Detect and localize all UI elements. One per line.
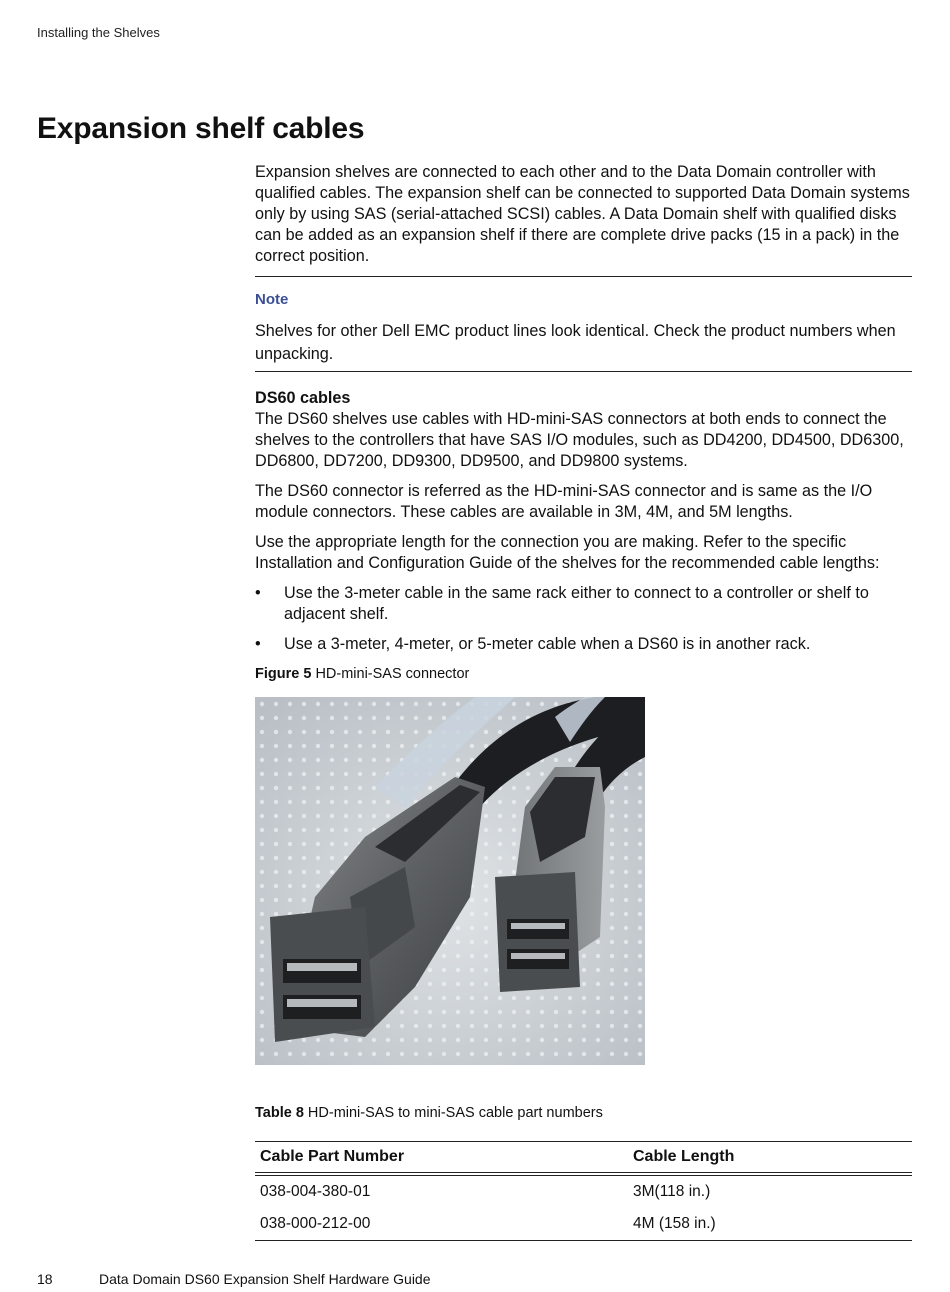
figure-caption — [255, 664, 912, 685]
table-caption — [255, 1103, 912, 1124]
cell-part-number: 038-004-380-01 — [260, 1183, 371, 1200]
column-header-cable-length: Cable Length — [628, 1142, 912, 1175]
main-content — [255, 162, 912, 1241]
list-item — [255, 583, 912, 625]
bullet-dot-icon: • — [255, 635, 261, 653]
footer-page-number: 18 — [37, 1271, 53, 1287]
table-caption-text: HD-mini-SAS to mini-SAS cable part numbers — [307, 1105, 603, 1121]
hd-mini-sas-connector-illustration — [255, 697, 645, 1065]
footer-doc-title: Data Domain DS60 Expansion Shelf Hardware Guide — [99, 1271, 431, 1287]
section-heading-ds60: DS60 cables — [255, 389, 351, 407]
ds60-paragraph-2: The DS60 connector is referred as the HD-mini-SAS connector and is same as the I/O module connectors. These cables are available in 3M, 4M, and 5M lengths. — [255, 482, 873, 521]
connector-photo — [255, 697, 645, 1065]
figure-number: Figure 5 — [255, 666, 312, 682]
cable-part-numbers-table — [255, 1141, 912, 1241]
note-label: Note — [255, 291, 289, 308]
table-row — [255, 1174, 912, 1208]
figure-caption-text: HD-mini-SAS connector — [315, 666, 470, 682]
note-box — [255, 276, 912, 372]
note-text: Shelves for other Dell EMC product lines look identical. Check the product numbers when unpacking. — [255, 322, 896, 363]
list-item-text: Use a 3-meter, 4-meter, or 5-meter cable when a DS60 is in another rack. — [284, 635, 811, 653]
cell-part-number: 038-000-212-00 — [255, 1208, 628, 1241]
intro-paragraph: Expansion shelves are connected to each other and to the Data Domain controller with qualified cables. The expansion shelf can be connected to supported Data Domain systems only by using SAS (serial-attached SCSI) cables. A Data Domain shelf with qualified disks can be added as an expansion shelf if there are complete drive packs (15 in a pack) in the correct position. — [255, 163, 910, 265]
list-item-text: Use the 3-meter cable in the same rack either to connect to a controller or shelf to adjacent shelf. — [284, 584, 869, 623]
table-number: Table 8 — [255, 1105, 304, 1121]
ds60-paragraph-3: Use the appropriate length for the connection you are making. Refer to the specific Installation and Configuration Guide of the shelves for the recommended cable lengths: — [255, 533, 880, 572]
cell-cable-length: 4M (158 in.) — [628, 1208, 912, 1241]
bullet-dot-icon: • — [255, 584, 261, 602]
table-row — [255, 1208, 912, 1241]
table-header-row — [255, 1142, 912, 1175]
running-header: Installing the Shelves — [37, 25, 160, 40]
cable-length-list — [255, 583, 912, 655]
page-title: Expansion shelf cables — [37, 112, 365, 145]
list-item — [255, 634, 912, 655]
cell-cable-length: 3M(118 in.) — [633, 1183, 711, 1200]
ds60-paragraph-1: The DS60 shelves use cables with HD-mini-SAS connectors at both ends to connect the shelves to the controllers that have SAS I/O modules, such as DD4200, DD4500, DD6300, DD6800, DD7200, DD9300, DD9500, and DD9800 systems. — [255, 410, 904, 470]
column-header-part-number: Cable Part Number — [255, 1142, 628, 1175]
